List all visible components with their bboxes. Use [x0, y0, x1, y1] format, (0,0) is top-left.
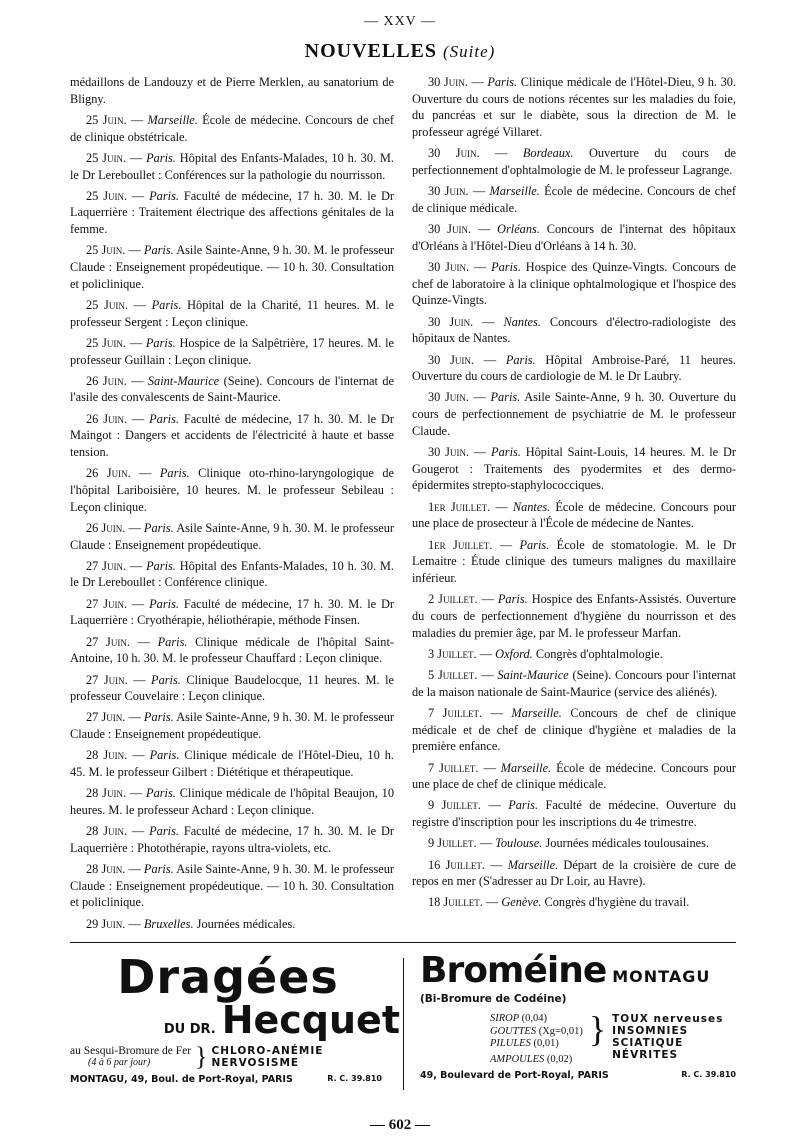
entry-date: 25 Juin. — [86, 188, 128, 203]
entry-city: Paris. — [491, 260, 521, 275]
section-title — [0, 40, 800, 63]
entry-text: (Seine). Concours pour l'internat de la maison nationale de Saint-Maurice (service des aliénés). — [412, 668, 736, 699]
entry-text: Clinique oto-rhino-laryngologique de l'hôpital Lariboisière, 10 heures. M. le professeur Sebileau : Leçon clinique. — [70, 466, 394, 514]
news-entry: 26 Juin. — Saint-Maurice (Seine). Concours de l'internat de l'asile des convalescents de Saint-Maurice. — [70, 373, 395, 405]
entry-city: Paris. — [491, 445, 521, 460]
brace-glyph: } — [588, 1009, 607, 1049]
entry-date: 25 Juin. — [86, 335, 126, 350]
news-entry: 27 Juin. — Paris. Clinique médicale de l'hôpital Saint-Antoine, 10 h. 30. M. le professeur Chauffard : Leçon clinique. — [70, 634, 395, 666]
entry-city: Marseille. — [511, 705, 562, 720]
news-entry: 9 Juillet. — Toulouse. Journées médicales toulousaines. — [428, 836, 709, 851]
entry-city: Paris. — [146, 150, 176, 165]
ad-bromeine-ind4: NÉVRITES — [612, 1049, 679, 1061]
news-entry: 30 Juin. — Bordeaux. Ouverture du cours de perfectionnement d'ophtalmologie de M. le professeur Lagrange. — [412, 146, 736, 178]
entry-text: (Seine). Concours de l'internat de l'asile des convalescents de Saint-Maurice. — [70, 373, 395, 405]
news-entry: 30 Juin. — Paris. Asile Sainte-Anne, 9 h. 30. Ouverture du cours de perfectionnement de psychiatrie de M. le professeur Claude. — [412, 390, 736, 438]
entry-date: 25 Juin. — [86, 297, 128, 312]
ad-bromeine-forms — [490, 1013, 583, 1066]
news-entry: 3 Juillet. — Oxford. Congrès d'ophtalmologie. — [428, 646, 663, 661]
news-entry: 27 Juin. — Paris. Asile Sainte-Anne, 9 h. 30. M. le professeur Claude : Enseignement propédeutique. — [70, 710, 395, 742]
news-entry: 30 Juin. — Paris. Clinique médicale de l'Hôtel-Dieu, 9 h. 30. Ouverture du cours de notions récentes sur les maladies du foie, du pancréas et sur le diabète, sous la direction de M. le professeur agrégé Villaret. — [412, 75, 737, 140]
ad-bromeine-address: 49, Boulevard de Port-Royal, PARIS — [420, 1070, 609, 1081]
entry-date: 30 Juin. — [428, 146, 480, 161]
ad-bromeine-ind3: SCIATIQUE — [612, 1037, 684, 1049]
entry-city: Marseille. — [489, 184, 540, 199]
entry-text: Concours d'électro-radiologiste des hôpitaux de Nantes. — [412, 314, 736, 346]
entry-text: Journées médicales toulousaines. — [545, 836, 709, 851]
entry-city: Paris. — [151, 672, 181, 687]
entry-text: Hôpital des Enfants-Malades, 10 h. 30. M. le Dr Lereboullet : Conférences sur la pathologie du nourrisson. — [70, 150, 394, 182]
entry-city: Paris. — [149, 748, 180, 763]
ad-dragees-ind1: CHLORO-ANÉMIE — [211, 1045, 324, 1057]
entry-date: 26 Juin. — [86, 373, 127, 388]
entry-city: Paris. — [490, 390, 521, 405]
entry-city: Paris. — [143, 862, 174, 877]
entry-date: 1er Juillet. — [428, 537, 493, 552]
entry-city: Saint-Maurice — [147, 373, 220, 388]
news-entry: 25 Juin. — Paris. Hôpital de la Charité, 11 heures. M. le professeur Sergent : Leçon clinique. — [70, 297, 395, 329]
entry-date: 27 Juin. — [86, 596, 128, 611]
form-dose: (0,02) — [546, 1053, 573, 1065]
ad-dragees-address-row — [70, 1074, 400, 1085]
entry-date: 27 Juin. — [86, 710, 126, 725]
entry-city: Paris. — [497, 592, 528, 607]
news-entry: 18 Juillet. — Genève. Congrès d'hygiène du travail. — [428, 895, 690, 910]
form-name: SIROP — [490, 1013, 519, 1024]
entry-text: Ouverture du cours de perfectionnement d'ophtalmologie de M. le professeur Lagrange. — [412, 146, 736, 178]
entry-city: Paris. — [149, 824, 179, 839]
ad-dragees-name: Hecquet — [221, 998, 400, 1042]
entry-text: Hôpital des Enfants-Malades, 10 h. 30. M. le Dr Lereboullet : Conférence clinique. — [70, 558, 394, 590]
entry-date: 27 Juin. — [86, 634, 130, 649]
ad-dragees-pre: DU DR. — [163, 1022, 216, 1037]
news-entry: 25 Juin. — Paris. Hospice de la Salpêtrière, 17 heures. M. le professeur Guillain : Leçon clinique. — [70, 335, 394, 367]
entry-text: Faculté de médecine, 17 h. 30. M. le Dr Laquerrière : Cryothérapie, héliothérapie, méthode Finsen. — [70, 596, 394, 628]
entry-date: 26 Juin. — [86, 520, 126, 535]
ad-dragees-rc: R. C. 39.810 — [327, 1074, 382, 1083]
entry-text: Asile Sainte-Anne, 9 h. 30. M. le professeur Claude : Enseignement propédeutique. — 10 h. 30. Consultation et policlinique. — [70, 243, 395, 291]
ad-dragees-title: Dragées — [117, 950, 339, 1004]
entry-text: Asile Sainte-Anne, 9 h. 30. M. le professeur Claude : Enseignement propédeutique. — [70, 520, 395, 552]
entry-date: 30 Juin. — [428, 390, 469, 405]
entry-text: Hôpital de la Charité, 11 heures. M. le professeur Sergent : Leçon clinique. — [70, 297, 395, 329]
entry-text: Hôpital Ambroise-Paré, 11 heures. Ouverture du cours de cardiologie de M. le Dr Laubry. — [412, 352, 736, 384]
entry-text: École de stomatologie. M. le Dr Lemaitre : Étude clinique des tumeurs malignes du maxillaire inférieur. — [412, 537, 737, 585]
entry-date: 1er Juillet. — [428, 499, 491, 514]
entry-date: 26 Juin. — [86, 466, 131, 481]
entry-text: Hospice des Quinze-Vingts. Concours de chef de laboratoire à la clinique ophtalmologique et l'hospice des Quinze-Vingts. — [412, 260, 737, 308]
news-entry: 1er Juillet. — Paris. École de stomatologie. M. le Dr Lemaitre : Étude clinique des tumeurs malignes du maxillaire inférieur. — [412, 537, 737, 585]
news-entry: 25 Juin. — Paris. Asile Sainte-Anne, 9 h. 30. M. le professeur Claude : Enseignement propédeutique. — 10 h. 30. Consultation et policlinique. — [70, 243, 395, 291]
entry-city: Bordeaux. — [522, 146, 574, 161]
news-entry: 7 Juillet. — Marseille. École de médecine. Concours pour une place de chef de clinique médicale. — [412, 760, 736, 792]
entry-date: 9 Juillet. — [428, 798, 481, 813]
entry-text: Clinique médicale de l'Hôtel-Dieu, 9 h. 30. Ouverture du cours de notions récentes sur les maladies du foie, du pancréas et sur le diabète, sous la direction de M. le professeur agrégé Villaret. — [412, 75, 737, 140]
news-entry: 26 Juin. — Paris. Clinique oto-rhino-laryngologique de l'hôpital Lariboisière, 10 heures. M. le professeur Sebileau : Leçon clinique. — [70, 466, 394, 514]
ad-dragees-dose: (4 à 6 par jour) — [88, 1057, 151, 1068]
news-entry: 27 Juin. — Paris. Clinique Baudelocque, 11 heures. M. le professeur Couvelaire : Leçon clinique. — [70, 672, 394, 704]
entry-city: Paris. — [143, 710, 174, 725]
entry-city: Paris. — [143, 520, 174, 535]
entry-date: 28 Juin. — [86, 786, 127, 801]
entry-text: médaillons de Landouzy et de Pierre Merklen, au sanatorium de Bligny. — [70, 75, 394, 106]
entry-date: 30 Juin. — [428, 314, 474, 329]
news-entry: 26 Juin. — Paris. Asile Sainte-Anne, 9 h. 30. M. le professeur Claude : Enseignement propédeutique. — [70, 520, 395, 552]
news-entry — [70, 74, 394, 107]
news-entry: 27 Juin. — Paris. Faculté de médecine, 17 h. 30. M. le Dr Laquerrière : Cryothérapie, héliothérapie, méthode Finsen. — [70, 596, 394, 628]
entry-text: Hôpital Saint-Louis, 14 heures. M. le Dr Gougerot : Traitements des pyodermites et des dermo-épidermites strepto-staphylococciques. — [412, 445, 736, 493]
form-dose: (Xg=0,01) — [538, 1025, 583, 1037]
news-entry: 28 Juin. — Paris. Faculté de médecine, 17 h. 30. M. le Dr Laquerrière : Photothérapie, rayons ultra-violets, etc. — [70, 824, 394, 855]
entry-date: 30 Juin. — [428, 260, 470, 275]
entry-text: Journées médicales. — [196, 916, 296, 931]
entry-city: Paris. — [145, 335, 176, 350]
entry-text: Hospice de la Salpêtrière, 17 heures. M. le professeur Guillain : Leçon clinique. — [70, 335, 394, 367]
entry-date: 30 Juin. — [428, 222, 472, 237]
entry-city: Paris. — [151, 297, 182, 312]
news-entry: 28 Juin. — Paris. Clinique médicale de l'Hôtel-Dieu, 10 h. 45. M. le professeur Gilbert : Diététique et thérapeutique. — [70, 748, 394, 780]
page-number: — 602 — — [370, 1117, 430, 1133]
entry-text: École de médecine. Concours de chef de clinique médicale. — [412, 184, 736, 215]
entry-date: 30 Juin. — [428, 445, 470, 460]
entry-text: Hospice des Enfants-Assistés. Ouverture du cours de perfectionnement d'hygiène du nourrisson et des maladies du premier âge, par M. le professeur Marfan. — [412, 592, 736, 640]
ad-bromeine-indications — [612, 1013, 723, 1061]
entry-text: Clinique médicale de l'hôpital Beaujon, 10 heures. M. le professeur Achard : Leçon clinique. — [70, 786, 394, 817]
news-entry: 27 Juin. — Paris. Hôpital des Enfants-Malades, 10 h. 30. M. le Dr Lereboullet : Conférence clinique. — [70, 558, 394, 590]
ad-bromeine-ind2: INSOMNIES — [612, 1025, 689, 1037]
entry-date: 28 Juin. — [86, 824, 128, 839]
entry-city: Bruxelles. — [143, 916, 194, 931]
entry-city: Oxford. — [495, 646, 533, 661]
entry-text: Faculté de médecine, 17 h. 30. M. le Dr Maingot : Dangers et accidents de l'électricité à haute et basse tension. — [70, 411, 394, 460]
form-name: PILULES — [490, 1038, 531, 1049]
section-title-suffix: (Suite) — [443, 42, 496, 61]
entry-city: Paris. — [149, 596, 179, 611]
ad-dragees-desc: au Sesqui-Bromure de Fer — [70, 1045, 192, 1057]
ad-bromeine-title-row — [420, 950, 740, 991]
entry-city: Toulouse. — [495, 836, 543, 851]
entry-city: Marseille. — [147, 112, 198, 127]
entry-text: Départ de la croisière de cure de repos en mer (S'adresser au Dr Loir, au Havre). — [412, 857, 736, 889]
news-entry: 16 Juillet. — Marseille. Départ de la croisière de cure de repos en mer (S'adresser au Dr Loir, au Havre). — [412, 857, 736, 889]
entry-city: Paris. — [159, 466, 190, 481]
entry-date: 16 Juillet. — [428, 857, 485, 872]
entry-date: 7 Juillet. — [428, 760, 479, 775]
entry-text: Clinique médicale de l'hôpital Saint-Antoine, 10 h. 30. M. le professeur Chauffard : Leçon clinique. — [70, 634, 395, 666]
news-entry: 30 Juin. — Paris. Hospice des Quinze-Vingts. Concours de chef de laboratoire à la clinique ophtalmologique et l'hospice des Quinze-Vingts. — [412, 260, 737, 308]
brace-glyph: } — [195, 1042, 208, 1071]
ad-bromeine-montagu — [420, 950, 740, 1081]
form-name: GOUTTES — [490, 1025, 537, 1037]
ad-bromeine-title: Broméine — [420, 950, 607, 991]
ad-bromeine-ind1: TOUX nerveuses — [612, 1013, 724, 1025]
ad-dragees-address: MONTAGU, 49, Boul. de Port-Royal, PARIS — [70, 1074, 293, 1085]
entry-text: École de médecine. Concours de chef de clinique obstétricale. — [70, 112, 394, 144]
entry-city: Paris. — [487, 75, 518, 89]
entry-text: École de médecine. Concours pour une place de chef de clinique médicale. — [412, 760, 736, 792]
news-entry: 2 Juillet. — Paris. Hospice des Enfants-Assistés. Ouverture du cours de perfectionnement d'hygiène du nourrisson et des maladies du premier âge, par M. le professeur Marfan. — [412, 592, 736, 640]
entry-date: 9 Juillet. — [428, 836, 477, 851]
entry-date: 25 Juin. — [86, 150, 127, 165]
ads-separator-rule — [70, 942, 736, 943]
news-entry: 25 Juin. — Paris. Faculté de médecine, 17 h. 30. M. le Dr Laquerrière : Traitement électrique des affections génitales de la femme. — [70, 188, 394, 237]
ad-bromeine-body — [420, 1009, 740, 1066]
news-entry: 25 Juin. — Marseille. École de médecine. Concours de chef de clinique obstétricale. — [70, 112, 394, 144]
entry-date: 18 Juillet. — [428, 895, 483, 910]
news-entry: 25 Juin. — Paris. Hôpital des Enfants-Malades, 10 h. 30. M. le Dr Lereboullet : Conférences sur la pathologie du nourrisson. — [70, 150, 394, 182]
entry-text: Concours de chef de clinique médicale et de chef de clinique d'hygiène et maladies de la première enfance. — [412, 705, 736, 754]
section-title-text: NOUVELLES — [304, 40, 438, 62]
entry-date: 7 Juillet. — [428, 705, 483, 720]
entry-date: 25 Juin. — [86, 243, 126, 258]
entry-date: 30 Juin. — [428, 184, 469, 199]
entry-city: Saint-Maurice — [497, 668, 569, 682]
ad-bromeine-rc: R. C. 39.810 — [681, 1070, 736, 1079]
entry-date: 27 Juin. — [86, 672, 128, 687]
news-entry: 30 Juin. — Marseille. École de médecine. Concours de chef de clinique médicale. — [412, 184, 736, 215]
news-entry: 28 Juin. — Paris. Asile Sainte-Anne, 9 h. 30. M. le professeur Claude : Enseignement propédeutique. — 10 h. 30. Consultation et policlinique. — [70, 862, 395, 910]
entry-city: Marseille. — [500, 760, 552, 775]
entry-text: Concours de l'internat des hôpitaux d'Orléans à l'Hôtel-Dieu d'Orléans à 14 h. 30. — [412, 222, 736, 253]
news-entry: 28 Juin. — Paris. Clinique médicale de l'hôpital Beaujon, 10 heures. M. le professeur Achard : Leçon clinique. — [70, 786, 394, 817]
entry-text: Clinique médicale de l'Hôtel-Dieu, 10 h. 45. M. le professeur Gilbert : Diététique et thérapeutique. — [70, 748, 394, 780]
news-entry: 9 Juillet. — Paris. Faculté de médecine. Ouverture du registre d'inscription pour les inscriptions du 4e trimestre. — [412, 798, 736, 830]
ad-dragees-ind2: NERVOSISME — [211, 1057, 300, 1069]
entry-city: Orléans. — [497, 222, 540, 237]
news-entry: 30 Juin. — Paris. Hôpital Saint-Louis, 14 heures. M. le Dr Gougerot : Traitements des pyodermites et des dermo-épidermites strepto-staphylococciques. — [412, 445, 736, 493]
entry-date: 3 Juillet. — [428, 646, 477, 661]
news-entry: 5 Juillet. — Saint-Maurice (Seine). Concours pour l'internat de la maison nationale de Saint-Maurice (service des aliénés). — [412, 668, 736, 699]
entry-text: Faculté de médecine, 17 h. 30. M. le Dr Laquerrière : Traitement électrique des affections génitales de la femme. — [70, 188, 394, 237]
entry-city: Paris. — [505, 352, 536, 367]
news-entry: 1er Juillet. — Nantes. École de médecine. Concours pour une place de prosecteur à l'École de médecine de Nantes. — [412, 499, 737, 531]
ad-dragees-desc-row — [70, 1044, 400, 1070]
form-dose: (0,01) — [533, 1038, 559, 1049]
ad-bromeine-address-row — [420, 1070, 740, 1081]
entry-date: 28 Juin. — [86, 862, 126, 877]
page-roman-numeral: — XXV — — [363, 14, 437, 29]
ad-dragees-doctor — [70, 998, 400, 1042]
entry-date: 25 Juin. — [86, 112, 127, 127]
right-news-column — [412, 74, 736, 916]
entry-date: 26 Juin. — [86, 411, 128, 426]
entry-text: Faculté de médecine, 17 h. 30. M. le Dr Laquerrière : Photothérapie, rayons ultra-violets, etc. — [70, 824, 394, 855]
entry-city: Paris. — [149, 411, 179, 426]
entry-date: 5 Juillet. — [428, 668, 478, 682]
news-entry: 30 Juin. — Paris. Hôpital Ambroise-Paré, 11 heures. Ouverture du cours de cardiologie de M. le Dr Laubry. — [412, 352, 736, 384]
ad-bromeine-subtitle: (Bi-Bromure de Codéine) — [420, 993, 567, 1005]
news-entry: 30 Juin. — Nantes. Concours d'électro-radiologiste des hôpitaux de Nantes. — [412, 314, 736, 346]
entry-date: 30 Juin. — [428, 75, 468, 89]
entry-date: 30 Juin. — [428, 352, 474, 367]
ad-dragees-hecquet — [70, 950, 400, 1085]
entry-text: Asile Sainte-Anne, 9 h. 30. Ouverture du cours de perfectionnement de psychiatrie de M. le professeur Claude. — [412, 390, 736, 438]
left-news-column — [70, 74, 394, 937]
entry-text: Congrès d'ophtalmologie. — [535, 646, 663, 661]
news-entry: 30 Juin. — Orléans. Concours de l'internat des hôpitaux d'Orléans à l'Hôtel-Dieu d'Orléans à 14 h. 30. — [412, 222, 736, 253]
entry-text: Asile Sainte-Anne, 9 h. 30. M. le professeur Claude : Enseignement propédeutique. — 10 h. 30. Consultation et policlinique. — [70, 862, 395, 910]
entry-city: Genève. — [501, 895, 542, 910]
entry-city: Marseille. — [507, 857, 559, 872]
entry-city: Paris. — [143, 243, 174, 258]
ad-bromeine-brand: MONTAGU — [612, 967, 711, 986]
entry-city: Paris. — [149, 188, 179, 203]
entry-date: 28 Juin. — [86, 748, 128, 763]
entry-text: Clinique Baudelocque, 11 heures. M. le professeur Couvelaire : Leçon clinique. — [70, 672, 394, 704]
ads-divider — [403, 958, 404, 1090]
entry-city: Paris. — [519, 537, 550, 552]
entry-city: Nantes. — [512, 499, 551, 514]
entry-city: Paris. — [157, 634, 188, 649]
form-dose: (0,04) — [521, 1013, 547, 1024]
news-entry: 26 Juin. — Paris. Faculté de médecine, 17 h. 30. M. le Dr Maingot : Dangers et accidents de l'électricité à haute et basse tension. — [70, 411, 394, 460]
entry-text: Faculté de médecine. Ouverture du registre d'inscription pour les inscriptions du 4e trimestre. — [412, 798, 736, 830]
entry-text: École de médecine. Concours pour une place de prosecteur à l'École de médecine de Nantes. — [412, 499, 737, 531]
entry-city: Paris. — [508, 798, 539, 813]
entry-city: Paris. — [146, 558, 176, 573]
entry-city: Nantes. — [503, 314, 541, 329]
entry-date: 29 Juin. — [86, 916, 126, 931]
news-entry: 7 Juillet. — Marseille. Concours de chef de clinique médicale et de chef de clinique d'hygiène et maladies de la première enfance. — [412, 705, 736, 754]
entry-text: Asile Sainte-Anne, 9 h. 30. M. le professeur Claude : Enseignement propédeutique. — [70, 710, 395, 742]
news-entry: 29 Juin. — Bruxelles. Journées médicales. — [86, 916, 296, 931]
entry-city: Paris. — [146, 786, 176, 801]
entry-date: 2 Juillet. — [428, 592, 478, 607]
form-name: AMPOULES — [490, 1053, 545, 1065]
entry-date: 27 Juin. — [86, 558, 127, 573]
entry-text: Congrès d'hygiène du travail. — [544, 895, 690, 910]
